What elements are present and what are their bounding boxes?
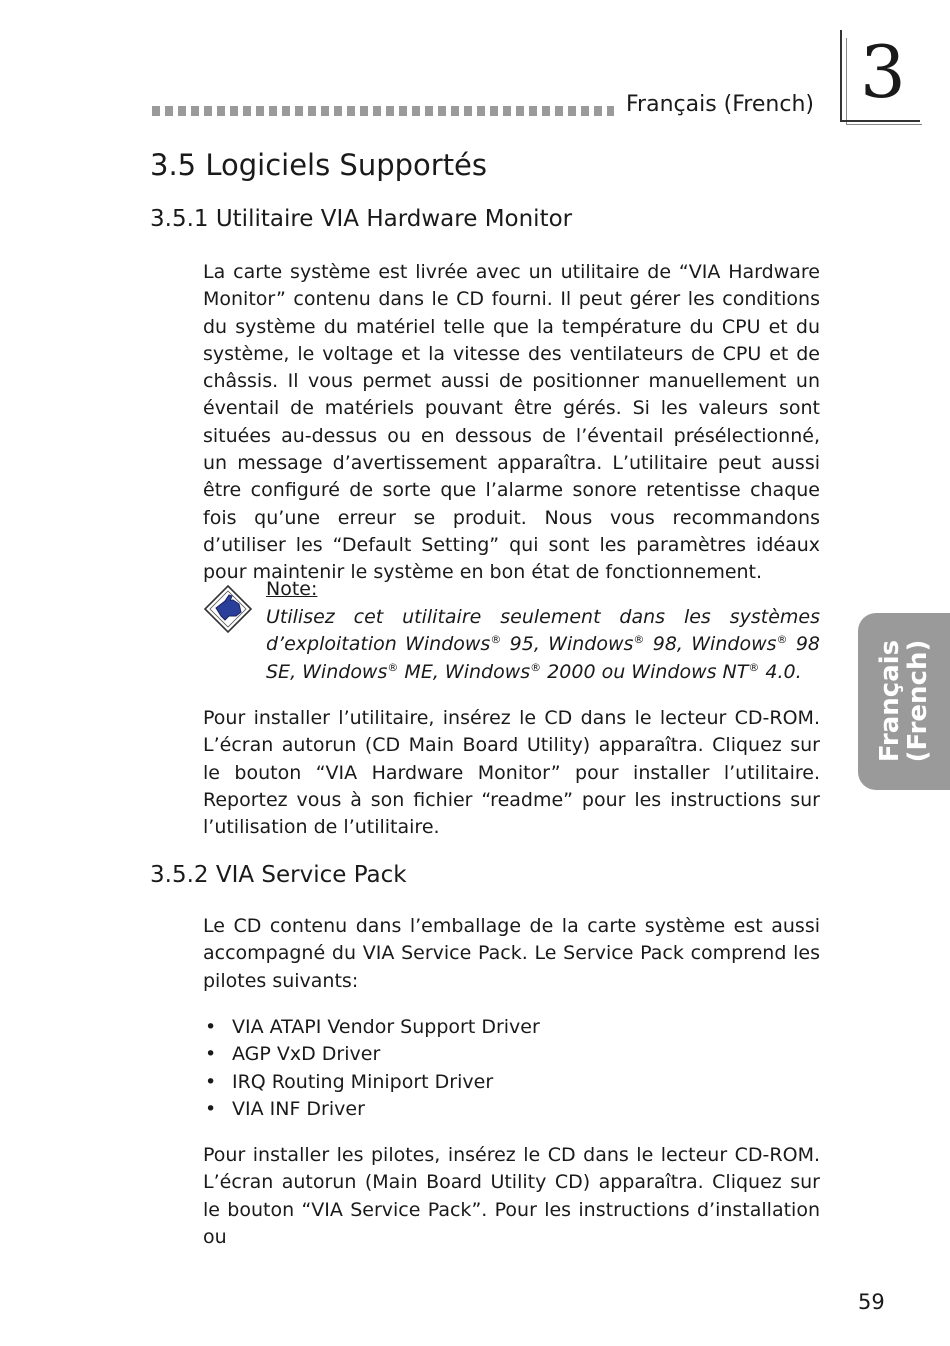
section-title: 3.5 Logiciels Supportés (150, 148, 488, 182)
hardware-monitor-intro-paragraph: La carte système est livrée avec un utilitaire de “VIA Hardware Monitor” contenu dans le CD fourni. Il peut gérer les conditions du système du matériel telle que la température du CPU et du système, le voltage et la vitesse des ventilateurs de CPU et de châssis. Il vous permet aussi de positionner manuellement un éventail de matériels pouvant être gérés. Si les valeurs sont situées au-dessus ou en dessous de l’éventail présélectionné, un message d’avertissement apparaîtra. L’utilitaire peut aussi être configuré de sorte que l’alarme sonore retentisse chaque fois qu’une erreur se produit. Nous vous recommandons d’utiliser les “Default Setting” qui sont les paramètres idéaux pour maintenir le système en bon état de fonctionnement. (203, 261, 820, 584)
note-hand-icon (203, 584, 253, 634)
driver-list (203, 1014, 540, 1123)
list-item: • IRQ Routing Miniport Driver (203, 1069, 540, 1096)
header-language: Français (French) (626, 92, 814, 117)
side-tab-label: Français (French) (875, 639, 933, 763)
list-item: • AGP VxD Driver (203, 1041, 540, 1068)
service-pack-intro-paragraph: Le CD contenu dans l’emballage de la carte système est aussi accompagné du VIA Service Pack. Le Service Pack comprend les pilotes suivants: (203, 915, 820, 992)
service-pack-install-paragraph: Pour installer les pilotes, insérez le CD dans le lecteur CD-ROM. L’écran autorun (Main Board Utility CD) apparaîtra. Cliquez sur le bouton “VIA Service Pack”. Pour les instructions d’installation ou (203, 1144, 820, 1248)
header-dotted-rule (152, 106, 614, 116)
note-label: Note: (266, 578, 318, 600)
subsection-title-service-pack: 3.5.2 VIA Service Pack (150, 862, 407, 888)
list-item: • VIA ATAPI Vendor Support Driver (203, 1014, 540, 1041)
list-item: • VIA INF Driver (203, 1096, 540, 1123)
chapter-marker (840, 30, 920, 122)
hardware-monitor-install-paragraph: Pour installer l’utilitaire, insérez le CD dans le lecteur CD-ROM. L’écran autorun (CD Main Board Utility) apparaîtra. Cliquez sur le bouton “VIA Hardware Monitor” pour installer l’utilitaire. Reportez vous à son fichier “readme” pour les instructions sur l’utilisation de l’utilitaire. (203, 707, 820, 839)
note-text: Utilisez cet utilitaire seulement dans les systèmes d’exploitation Windows® 95, Windows® 98, Windows® 98 SE, Windows® ME, Windows® 2000 ou Windows NT® 4.0. (266, 606, 821, 683)
chapter-number: 3 (860, 30, 906, 114)
page-number: 59 (858, 1290, 885, 1314)
subsection-title-hardware-monitor: 3.5.1 Utilitaire VIA Hardware Monitor (150, 206, 573, 232)
language-side-tab (858, 613, 950, 790)
